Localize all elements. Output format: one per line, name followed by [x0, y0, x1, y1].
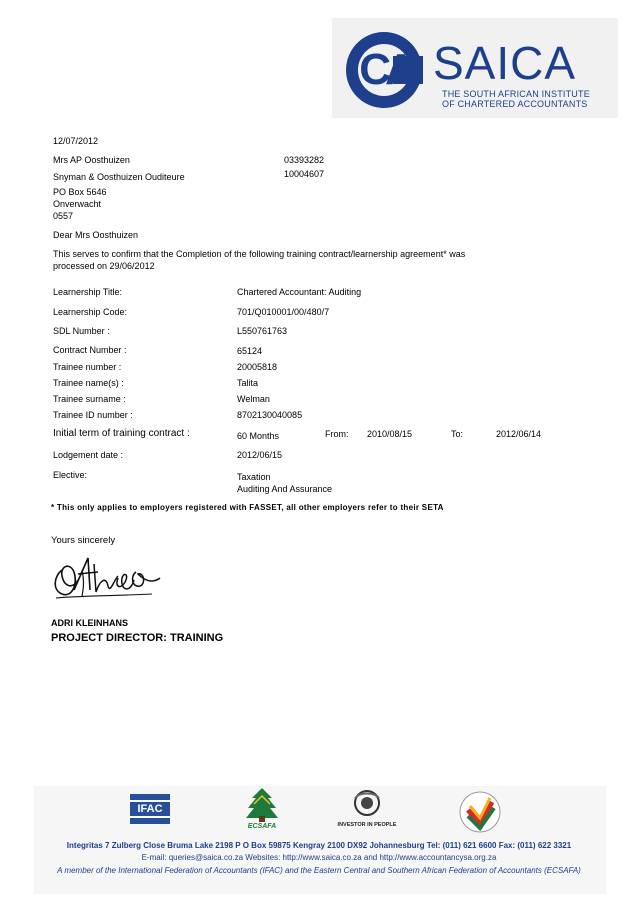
ifac-logo-text: IFAC — [137, 803, 163, 815]
signatory-name: ADRI KLEINHANS — [51, 618, 129, 628]
saica-tagline-2: OF CHARTERED ACCOUNTANTS — [442, 99, 588, 109]
initial-term-value: 60 Months — [237, 431, 280, 441]
trainee-surname-value: Welman — [237, 394, 270, 404]
elective-value-2: Auditing And Assurance — [237, 484, 333, 494]
from-label: From: — [325, 429, 349, 439]
investor-in-people-text: INVESTOR IN PEOPLE — [337, 822, 397, 828]
recipient-name: Mrs AP Oosthuizen — [53, 155, 130, 165]
contract-number-value: 65124 — [237, 346, 263, 356]
learnership-code-value: 701/Q010001/00/480/7 — [237, 307, 330, 317]
letter-date: 12/07/2012 — [53, 136, 99, 146]
proudly-south-african-logo — [458, 790, 502, 834]
body-line-1: This serves to confirm that the Completion of the following training contract/learnership agreement* was — [53, 249, 466, 259]
body-line-2: processed on 29/06/2012 — [53, 261, 155, 271]
lodgement-date-value: 2012/06/15 — [237, 450, 283, 460]
trainee-number-value: 20005818 — [237, 362, 278, 372]
signature — [48, 550, 168, 610]
reference-number-2: 10004607 — [284, 169, 325, 179]
to-label: To: — [451, 429, 464, 439]
ecsafa-logo-text: ECSAFA — [247, 823, 277, 830]
learnership-title-label: Learnership Title: — [53, 287, 123, 297]
learnership-title-value: Chartered Accountant: Auditing — [237, 287, 362, 297]
salutation: Dear Mrs Oosthuizen — [53, 230, 139, 240]
trainee-id-value: 8702130040085 — [237, 410, 303, 420]
fasset-note: * This only applies to employers registered with FASSET, all other employers refer to their SETA — [51, 503, 444, 512]
to-value: 2012/06/14 — [496, 429, 542, 439]
trainee-surname-label: Trainee surname : — [53, 394, 126, 404]
sign-off: Yours sincerely — [51, 535, 116, 546]
footer-address-line: Integritas 7 Zulberg Close Bruma Lake 2198 P O Box 59875 Kengray 2100 DX92 Johannesburg Tel: (011) 621 6600 Fax: (011) 622 3321 — [66, 841, 572, 850]
trainee-id-label: Trainee ID number : — [53, 410, 133, 420]
elective-value-1: Taxation — [237, 472, 271, 482]
saica-tagline-1: THE SOUTH AFRICAN INSTITUTE — [442, 89, 590, 99]
ca-logo-letters: CA — [359, 45, 411, 94]
from-value: 2010/08/15 — [367, 429, 413, 439]
recipient-postal-code: 0557 — [53, 211, 74, 221]
ifac-logo — [130, 794, 170, 824]
sdl-number-label: SDL Number : — [53, 326, 110, 336]
lodgement-date-label: Lodgement date : — [53, 450, 124, 460]
saica-logo-name: SAICA — [433, 37, 577, 89]
elective-label: Elective: — [53, 470, 88, 480]
reference-number-1: 03393282 — [284, 155, 325, 165]
footer-band — [34, 786, 606, 894]
recipient-firm: Snyman & Oosthuizen Ouditeure — [53, 172, 185, 182]
footer-contact-line: E-mail: queries@saica.co.za Websites: http://www.saica.co.za and http://www.accountancysa.org.za — [141, 853, 497, 862]
ecsafa-logo — [242, 786, 282, 834]
initial-term-label: Initial term of training contract : — [53, 428, 190, 439]
signatory-title: PROJECT DIRECTOR: TRAINING — [51, 632, 224, 644]
footer-membership-line: A member of the International Federation of Accountants (IFAC) and the Eastern Central and Southern African Federation of Accountants (ECSAFA) — [57, 866, 581, 875]
recipient-city: Onverwacht — [53, 199, 102, 209]
investor-in-people-logo — [332, 788, 402, 832]
sdl-number-value: L550761763 — [237, 326, 288, 336]
trainee-names-label: Trainee name(s) : — [53, 378, 124, 388]
trainee-number-label: Trainee number : — [53, 362, 122, 372]
trainee-names-value: Talita — [237, 378, 259, 388]
contract-number-label: Contract Number : — [53, 345, 127, 355]
learnership-code-label: Learnership Code: — [53, 307, 128, 317]
recipient-po-box: PO Box 5646 — [53, 187, 107, 197]
